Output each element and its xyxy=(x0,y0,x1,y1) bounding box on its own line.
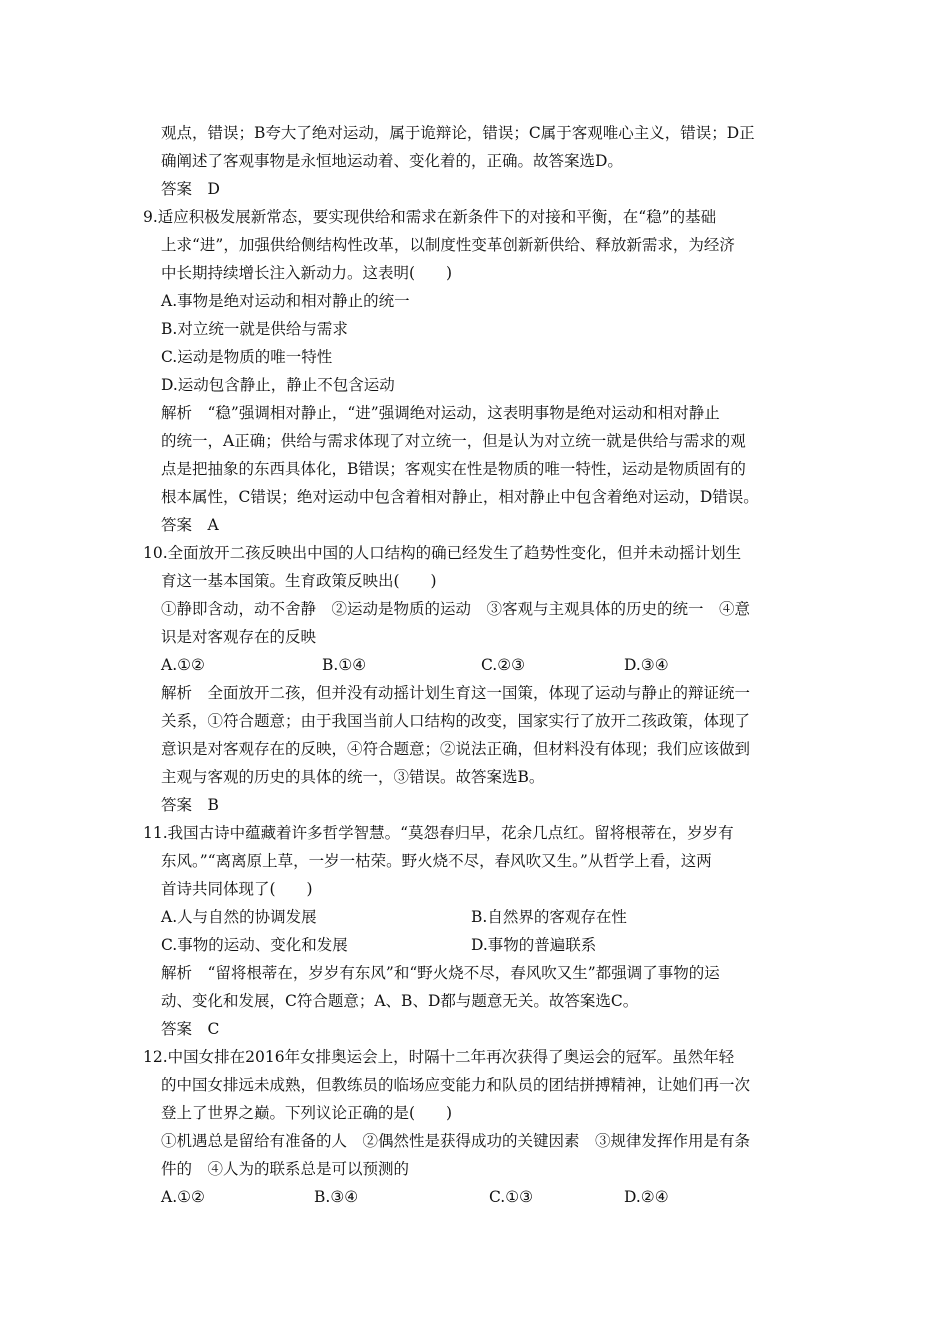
q10-option-d: D.③④ xyxy=(624,656,669,674)
q11-analysis-line: 动、变化和发展，C符合题意；A、B、D都与题意无关。故答案选C。 xyxy=(161,992,639,1010)
q9-analysis-line: 解析 “稳”强调相对静止，“进”强调绝对运动，这表明事物是绝对运动和相对静止 xyxy=(161,404,720,422)
q11-stem-line: 东风。”“离离原上草，一岁一枯荣。野火烧不尽，春风吹又生。”从哲学上看，这两 xyxy=(161,852,712,870)
q9-analysis-line: 的统一，A正确；供给与需求体现了对立统一，但是认为对立统一就是供给与需求的观 xyxy=(161,432,746,450)
q12-option-c: C.①③ xyxy=(489,1188,534,1206)
q10-stem-line: 育这一基本国策。生育政策反映出( ) xyxy=(161,572,437,590)
q12-option-a: A.①② xyxy=(161,1188,205,1206)
q10-answer: 答案 B xyxy=(161,796,219,814)
q10-option-a: A.①② xyxy=(161,656,205,674)
q11-stem-line: 首诗共同体现了( ) xyxy=(161,880,313,898)
q9-stem-line: 9.适应积极发展新常态，要实现供给和需求在新条件下的对接和平衡，在“稳”的基础 xyxy=(143,208,717,226)
q9-analysis-line: 根本属性，C错误；绝对运动中包含着相对静止，相对静止中包含着绝对运动，D错误。 xyxy=(161,488,759,506)
q11-answer: 答案 C xyxy=(161,1020,220,1038)
analysis-line: 观点，错误；B夸大了绝对运动，属于诡辩论，错误；C属于客观唯心主义，错误；D正 xyxy=(161,124,755,142)
q12-stem-line: 12.中国女排在2016年女排奥运会上，时隔十二年再次获得了奥运会的冠军。虽然年轻 xyxy=(143,1048,735,1066)
q11-option-b: B.自然界的客观存在性 xyxy=(471,908,627,926)
q9-analysis-line: 点是把抽象的东西具体化，B错误；客观实在性是物质的唯一特性，运动是物质固有的 xyxy=(161,460,746,478)
q9-option-b: B.对立统一就是供给与需求 xyxy=(161,320,348,338)
q9-stem-line: 中长期持续增长注入新动力。这表明( ) xyxy=(161,264,453,282)
q10-analysis-line: 意识是对客观存在的反映，④符合题意；②说法正确，但材料没有体现；我们应该做到 xyxy=(161,740,751,758)
q10-analysis-line: 关系，①符合题意；由于我国当前人口结构的改变，国家实行了放开二孩政策，体现了 xyxy=(161,712,751,730)
q12-stem-line: 登上了世界之巅。下列议论正确的是( ) xyxy=(161,1104,453,1122)
q12-option-b: B.③④ xyxy=(314,1188,359,1206)
q9-option-d: D.运动包含静止，静止不包含运动 xyxy=(161,376,395,394)
q9-stem-line: 上求“进”，加强供给侧结构性改革，以制度性变革创新新供给、释放新需求，为经济 xyxy=(161,236,735,254)
q9-option-a: A.事物是绝对运动和相对静止的统一 xyxy=(161,292,410,310)
q10-stem-line: 10.全面放开二孩反映出中国的人口结构的确已经发生了趋势性变化，但并未动摇计划生 xyxy=(143,544,742,562)
q12-items-line: 件的 ④人为的联系总是可以预测的 xyxy=(161,1160,410,1178)
q12-stem-line: 的中国女排远未成熟，但教练员的临场应变能力和队员的团结拼搏精神，让她们再一次 xyxy=(161,1076,751,1094)
answer-line: 答案 D xyxy=(161,180,220,198)
q9-answer: 答案 A xyxy=(161,516,219,534)
analysis-line: 确阐述了客观事物是永恒地运动着、变化着的，正确。故答案选D。 xyxy=(161,152,623,170)
q9-option-c: C.运动是物质的唯一特性 xyxy=(161,348,333,366)
q10-analysis-line: 主观与客观的历史的具体的统一，③错误。故答案选B。 xyxy=(161,768,545,786)
q10-option-b: B.①④ xyxy=(322,656,367,674)
q10-items-line: 识是对客观存在的反映 xyxy=(161,628,317,646)
q11-option-c: C.事物的运动、变化和发展 xyxy=(161,936,348,954)
q11-analysis-line: 解析 “留将根蒂在，岁岁有东风”和“野火烧不尽，春风吹又生”都强调了事物的运 xyxy=(161,964,720,982)
q10-option-c: C.②③ xyxy=(481,656,526,674)
q10-analysis-line: 解析 全面放开二孩，但并没有动摇计划生育这一国策，体现了运动与静止的辩证统一 xyxy=(161,684,751,702)
q11-option-a: A.人与自然的协调发展 xyxy=(161,908,317,926)
q12-items-line: ①机遇总是留给有准备的人 ②偶然性是获得成功的关键因素 ③规律发挥作用是有条 xyxy=(161,1132,751,1150)
q11-option-d: D.事物的普遍联系 xyxy=(471,936,597,954)
q10-items-line: ①静即含动，动不舍静 ②运动是物质的运动 ③客观与主观具体的历史的统一 ④意 xyxy=(161,600,751,618)
q11-stem-line: 11.我国古诗中蕴藏着许多哲学智慧。“莫怨春归早，花余几点红。留将根蒂在，岁岁有 xyxy=(143,824,734,842)
q12-option-d: D.②④ xyxy=(624,1188,669,1206)
